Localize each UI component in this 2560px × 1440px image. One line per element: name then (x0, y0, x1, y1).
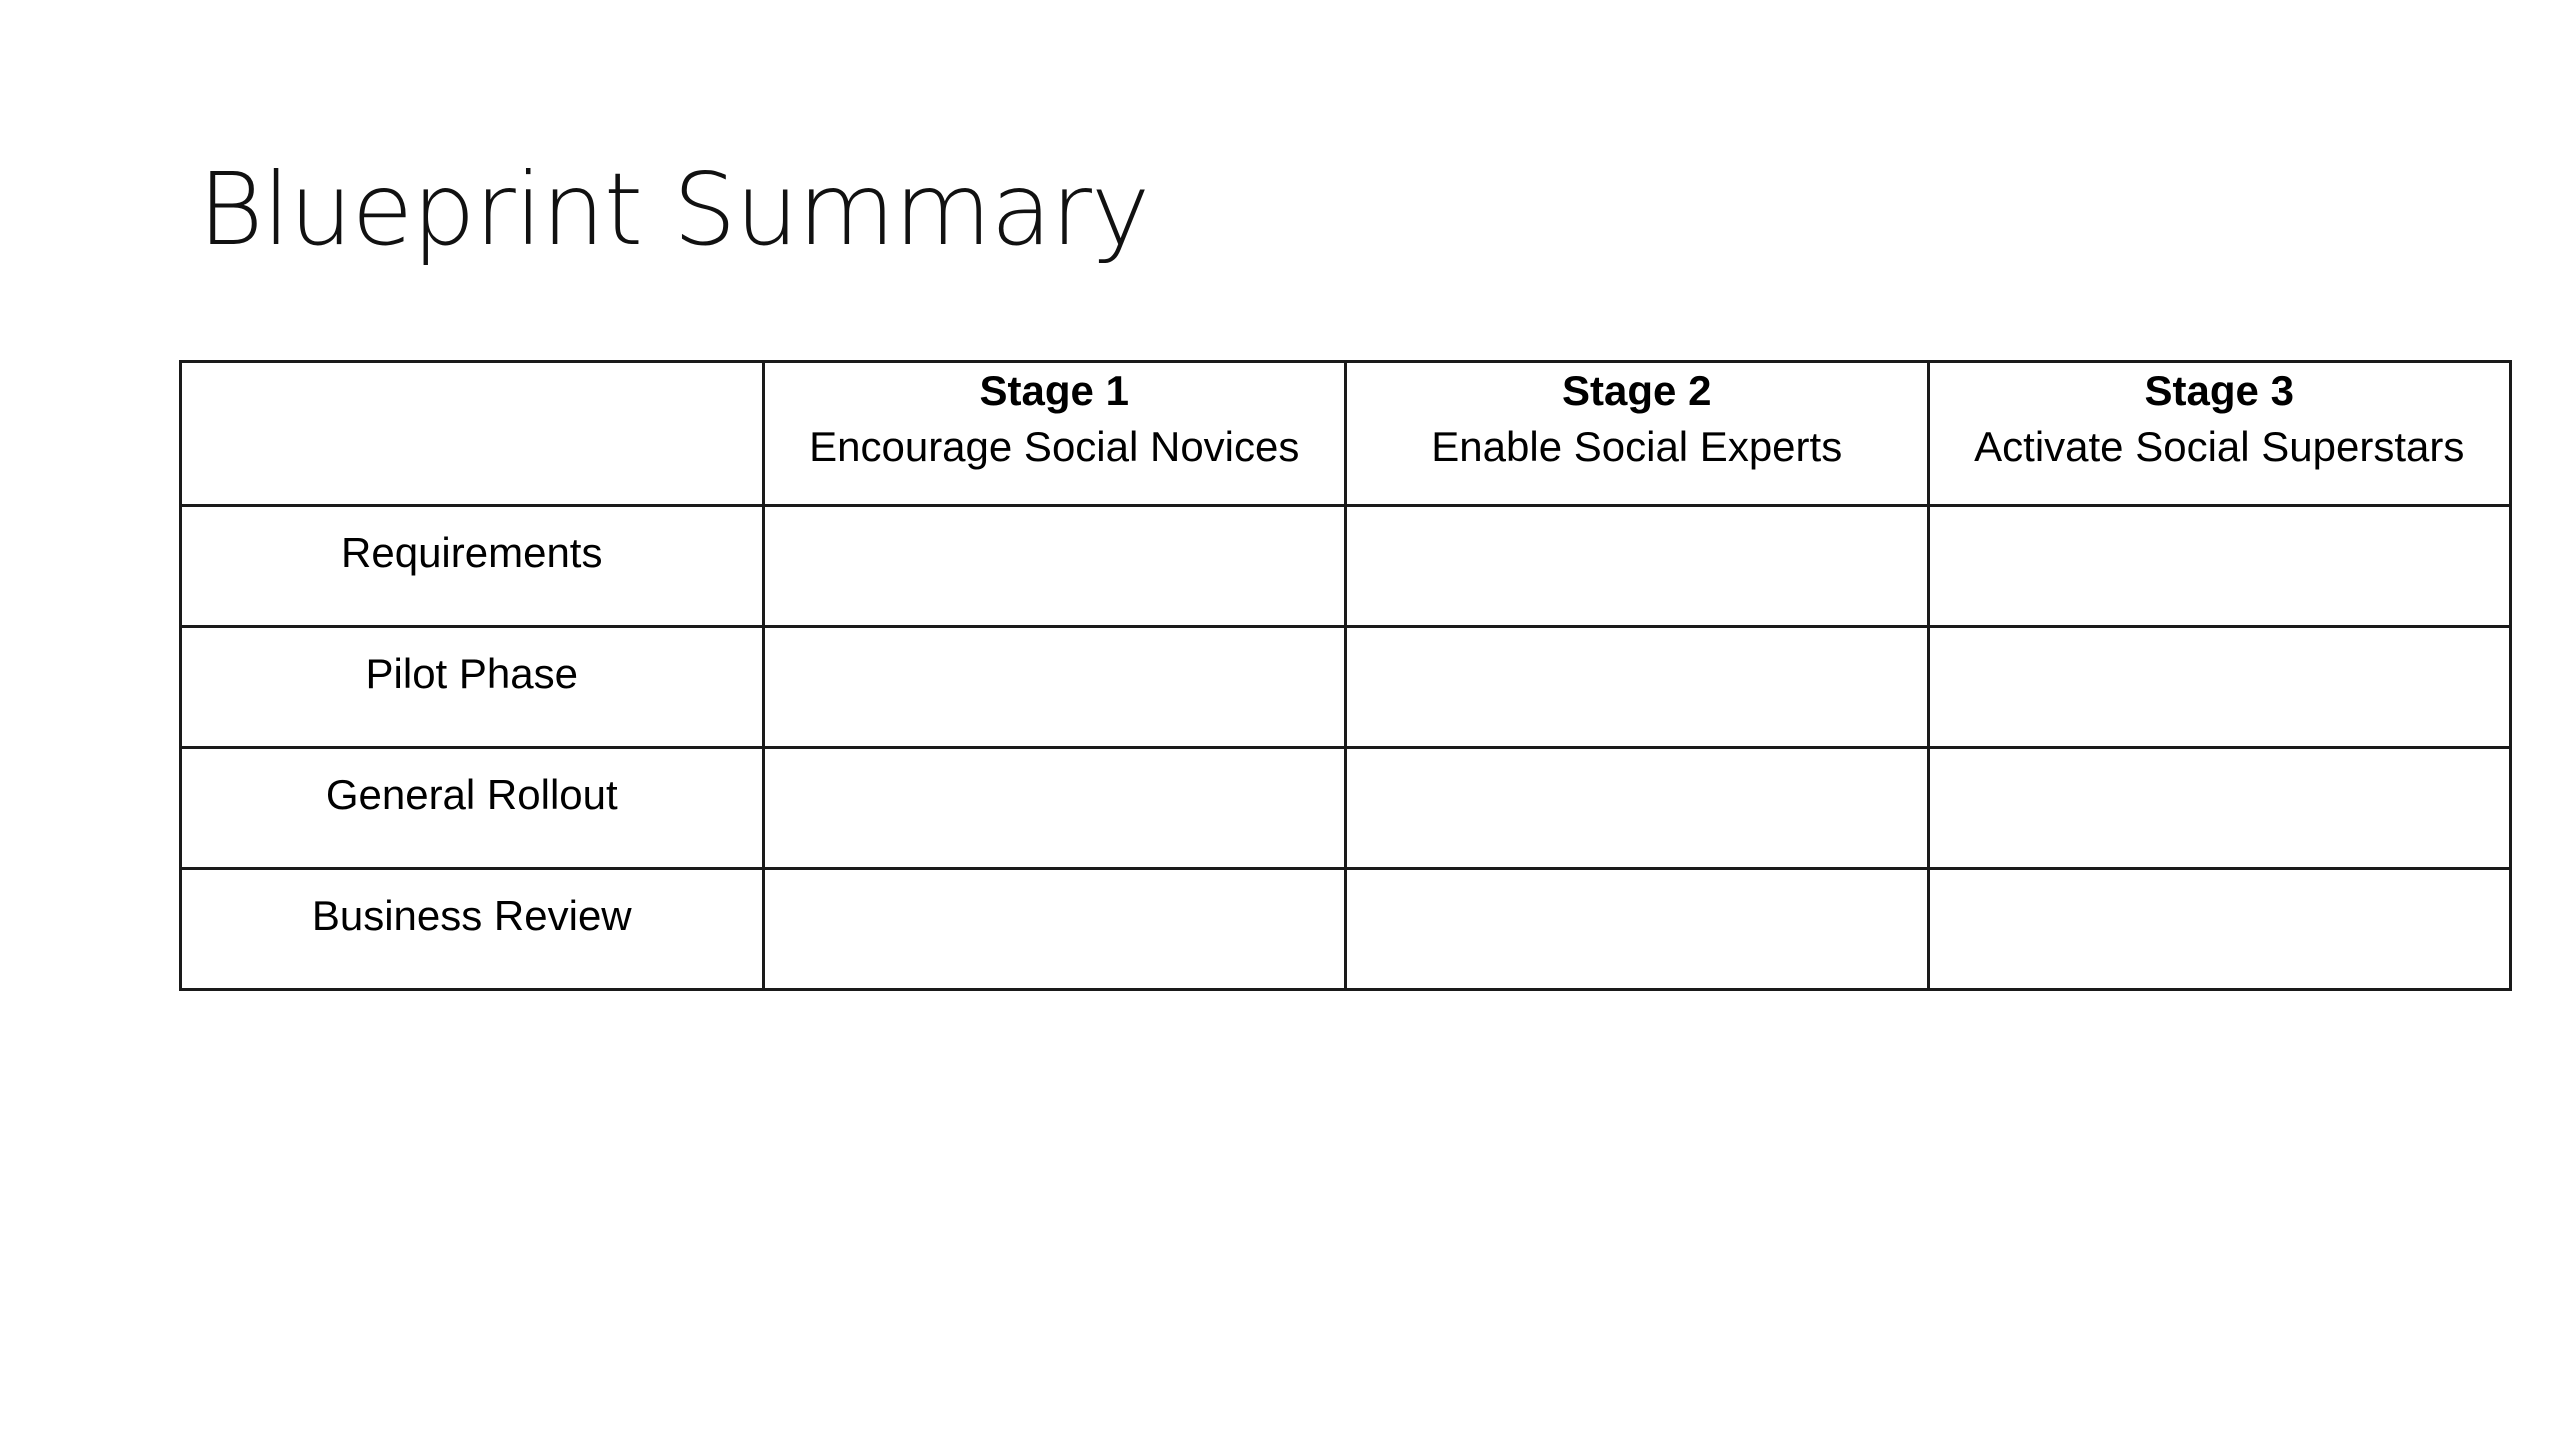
stage-3-header (1928, 362, 2511, 506)
table-cell (1928, 869, 2511, 990)
table-corner-cell (181, 362, 764, 506)
stage-description: Activate Social Superstars (1974, 423, 2465, 470)
row-label-cell (181, 627, 764, 748)
stage-label: Stage 2 (1562, 367, 1712, 414)
row-label: General Rollout (325, 771, 618, 818)
table-row-pilot-phase (181, 627, 2511, 748)
stage-description: Enable Social Experts (1431, 423, 1843, 470)
stage-label: Stage 3 (2144, 367, 2294, 414)
row-label: Requirements (341, 529, 603, 576)
blueprint-table (179, 360, 2512, 991)
row-label: Pilot Phase (365, 650, 578, 697)
stage-1-header (763, 362, 1346, 506)
table-cell (1346, 748, 1929, 869)
table-cell (1346, 869, 1929, 990)
table-cell (763, 748, 1346, 869)
row-label: Business Review (311, 892, 632, 939)
table-cell (1928, 748, 2511, 869)
table-cell (1346, 627, 1929, 748)
stage-description: Encourage Social Novices (809, 423, 1300, 470)
table-row-general-rollout (181, 748, 2511, 869)
table-cell (1928, 627, 2511, 748)
stage-2-header (1346, 362, 1929, 506)
table-cell (1928, 506, 2511, 627)
stage-label: Stage 1 (979, 367, 1129, 414)
table-cell (763, 506, 1346, 627)
table-row-business-review (181, 869, 2511, 990)
row-label-cell (181, 869, 764, 990)
slide-title: Blueprint Summary (198, 151, 1150, 268)
table-cell (763, 869, 1346, 990)
table-cell (763, 627, 1346, 748)
table-header-row (181, 362, 2511, 506)
table-row-requirements (181, 506, 2511, 627)
row-label-cell (181, 506, 764, 627)
table-cell (1346, 506, 1929, 627)
row-label-cell (181, 748, 764, 869)
